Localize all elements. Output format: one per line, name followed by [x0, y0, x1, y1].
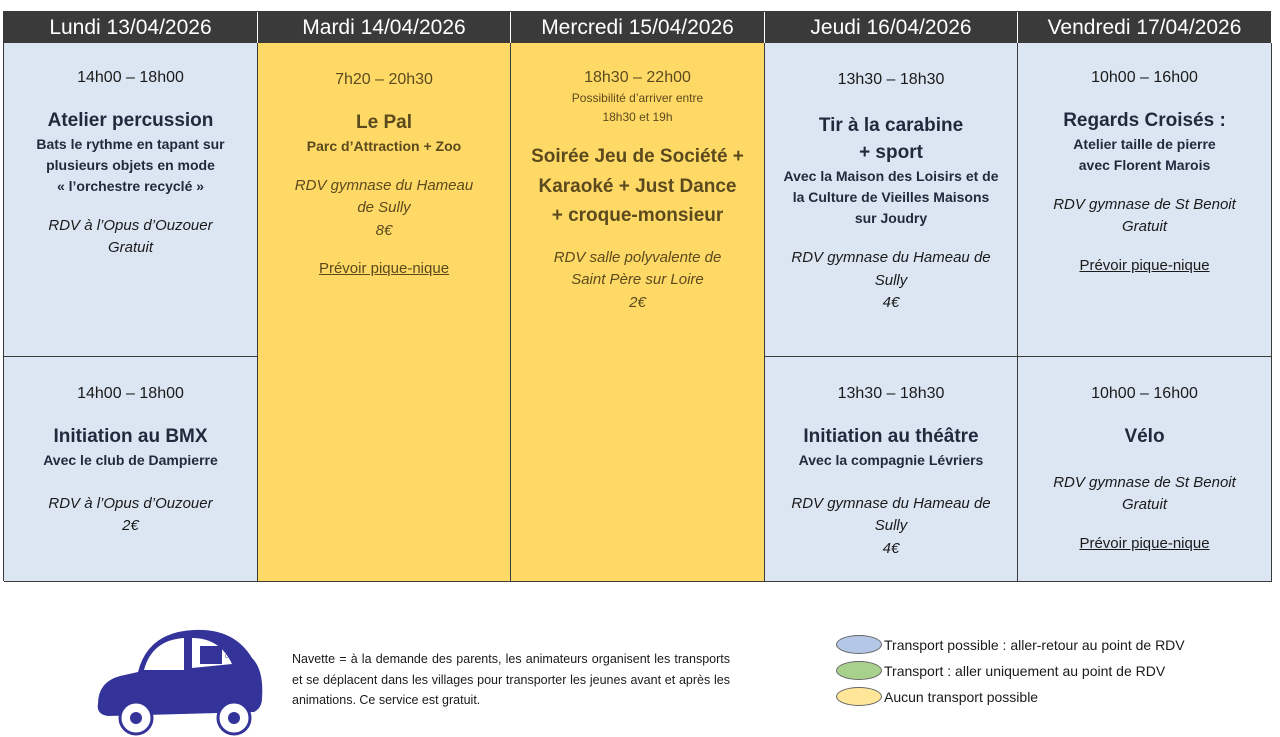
activity-lundi-bmx — [4, 357, 258, 582]
activity-jeudi-theatre — [765, 357, 1018, 582]
activity-price: 2€ — [629, 293, 646, 311]
day-header-vendredi: Vendredi 17/04/2026 — [1018, 12, 1272, 43]
legend-swatch-green — [836, 661, 882, 680]
legend-item-aller — [836, 658, 1185, 683]
activity-mardi-le-pal — [258, 43, 511, 582]
activity-time: 10h00 – 16h00 — [1091, 69, 1198, 86]
activity-rdv: RDV gymnase de St Benoit — [1053, 195, 1236, 213]
activity-title: + croque-monsieur — [551, 205, 724, 227]
activity-rdv: RDV gymnase du Hameau de — [791, 249, 991, 267]
activity-desc: plusieurs objets en mode — [46, 156, 215, 173]
legend-label: Transport : aller uniquement au point de RDV — [884, 662, 1166, 679]
activity-time: 14h00 – 18h00 — [77, 69, 184, 86]
activity-time: 7h20 – 20h30 — [335, 71, 433, 88]
legend-item-aucun — [836, 684, 1185, 709]
activity-time: 18h30 – 22h00 — [584, 69, 691, 86]
picnic-note: Prévoir pique-nique — [1079, 534, 1210, 552]
picnic-note: Prévoir pique-nique — [1079, 256, 1210, 274]
activity-time: 10h00 – 16h00 — [1091, 385, 1198, 402]
activity-price: 4€ — [882, 294, 900, 312]
activity-rdv: RDV gymnase du Hameau — [294, 176, 474, 194]
activity-desc: Avec le club de Dampierre — [43, 451, 218, 468]
activity-title: Le Pal — [356, 112, 412, 133]
activity-price: Gratuit — [1121, 496, 1167, 514]
activity-rdv: RDV gymnase du Hameau de — [791, 494, 991, 512]
activity-price: 4€ — [882, 539, 900, 557]
legend-label: Aucun transport possible — [884, 688, 1039, 705]
activity-vendredi-velo — [1018, 357, 1272, 582]
activity-rdv: RDV salle polyvalente de — [553, 248, 722, 266]
activity-title: Regards Croisés : — [1063, 110, 1226, 131]
activity-desc: sur Joudry — [854, 210, 928, 227]
activity-desc: Atelier taille de pierre — [1073, 135, 1216, 152]
activity-time: 14h00 – 18h00 — [77, 385, 184, 402]
activity-title: Soirée Jeu de Société + — [531, 146, 744, 168]
activity-rdv: RDV à l’Opus d’Ouzouer — [48, 494, 213, 512]
activity-lundi-percussion — [4, 43, 258, 357]
activity-rdv: RDV à l’Opus d’Ouzouer — [48, 216, 213, 234]
activity-title: Karaoké + Just Dance — [538, 175, 737, 197]
day-header-mardi: Mardi 14/04/2026 — [258, 12, 511, 43]
activity-title: Vélo — [1124, 426, 1165, 447]
activity-time: 13h30 – 18h30 — [837, 71, 945, 88]
navette-description: Navette = à la demande des parents, les animateurs organisent les transports et se déplacent dans les villages pour transporter les jeunes avant et après les animations. Ce service est gratuit. — [292, 652, 730, 708]
activity-rdv: Sully — [874, 271, 908, 289]
activity-desc: la Culture de Vieilles Maisons — [792, 189, 990, 206]
activity-note: 18h30 et 19h — [602, 109, 673, 124]
activity-price: 2€ — [122, 517, 139, 535]
day-header-jeudi: Jeudi 16/04/2026 — [765, 12, 1018, 43]
svg-text:CCL: CCL — [225, 654, 236, 660]
activity-vendredi-regards-croises — [1018, 43, 1272, 357]
transport-legend — [836, 632, 1185, 710]
activity-jeudi-carabine — [765, 43, 1018, 357]
activity-time: 13h30 – 18h30 — [837, 385, 945, 402]
activity-desc: Avec la compagnie Lévriers — [798, 451, 984, 468]
activity-desc: Parc d’Attraction + Zoo — [306, 137, 462, 154]
day-header-mercredi: Mercredi 15/04/2026 — [511, 12, 765, 43]
activity-desc: Bats le rythme en tapant sur — [36, 135, 225, 152]
activity-rdv: Sully — [874, 517, 908, 535]
activity-title: Initiation au BMX — [53, 426, 208, 447]
car-icon — [92, 618, 272, 736]
activity-price: 8€ — [375, 221, 393, 239]
activity-note: Possibilité d’arriver entre — [571, 91, 704, 105]
legend-label: Transport possible : aller-retour au point de RDV — [884, 636, 1185, 653]
legend-swatch-blue — [836, 635, 882, 654]
legend-swatch-yellow — [836, 687, 882, 706]
activity-desc: « l’orchestre recyclé » — [56, 177, 205, 194]
activity-desc: Avec la Maison des Loisirs et de — [783, 168, 999, 185]
weekly-schedule — [3, 11, 1271, 581]
activity-price: Gratuit — [1121, 218, 1167, 236]
activity-rdv: Saint Père sur Loire — [571, 271, 704, 288]
day-header-lundi: Lundi 13/04/2026 — [4, 12, 258, 43]
activity-price: Gratuit — [107, 239, 153, 257]
legend-item-aller-retour — [836, 632, 1185, 657]
activity-title: Atelier percussion — [47, 110, 214, 131]
activity-rdv: RDV gymnase de St Benoit — [1053, 473, 1236, 491]
activity-title: + sport — [859, 142, 923, 164]
activity-mercredi-soiree — [511, 43, 765, 582]
activity-title: Initiation au théâtre — [803, 426, 979, 447]
picnic-note: Prévoir pique-nique — [318, 260, 450, 278]
activity-desc: avec Florent Marois — [1078, 156, 1211, 173]
activity-rdv: de Sully — [357, 199, 411, 217]
activity-title: Tir à la carabine — [818, 115, 964, 136]
